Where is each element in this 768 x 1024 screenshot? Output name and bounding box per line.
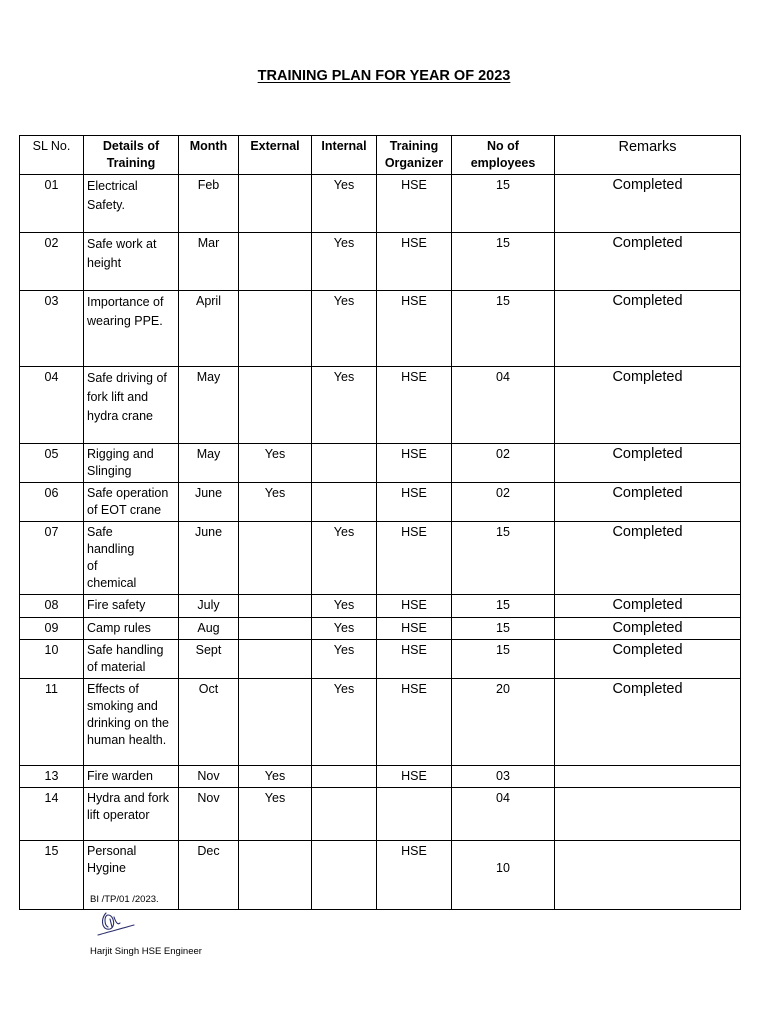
table-row [20, 788, 741, 841]
cell-sl: 13 [20, 766, 84, 788]
cell-details: Safe operation of EOT crane [84, 483, 179, 522]
cell-remarks: Completed [555, 595, 741, 618]
cell-employees: 15 [452, 233, 555, 291]
table-row [20, 640, 741, 679]
cell-external [239, 367, 312, 444]
cell-remarks: Completed [555, 233, 741, 291]
cell-remarks: Completed [555, 483, 741, 522]
cell-details: Fire safety [84, 595, 179, 618]
document-reference: BI /TP/01 /2023. [90, 894, 159, 905]
cell-external [239, 679, 312, 766]
cell-remarks [555, 841, 741, 910]
cell-organizer: HSE [377, 291, 452, 367]
cell-internal: Yes [312, 233, 377, 291]
header-organizer: Training Organizer [377, 136, 452, 175]
header-row [20, 136, 741, 175]
cell-remarks [555, 788, 741, 841]
cell-organizer [377, 788, 452, 841]
cell-employees: 15 [452, 640, 555, 679]
cell-organizer: HSE [377, 679, 452, 766]
cell-month: July [179, 595, 239, 618]
cell-employees: 04 [452, 367, 555, 444]
cell-details: Hydra and fork lift operator [84, 788, 179, 841]
cell-sl: 04 [20, 367, 84, 444]
cell-sl: 05 [20, 444, 84, 483]
cell-internal: Yes [312, 618, 377, 640]
cell-remarks: Completed [555, 444, 741, 483]
cell-remarks [555, 766, 741, 788]
cell-details: Safe driving of fork lift and hydra crane [84, 367, 179, 444]
cell-internal [312, 483, 377, 522]
cell-internal: Yes [312, 175, 377, 233]
cell-month: April [179, 291, 239, 367]
cell-organizer: HSE [377, 483, 452, 522]
cell-employees: 15 [452, 291, 555, 367]
cell-sl: 08 [20, 595, 84, 618]
cell-sl: 01 [20, 175, 84, 233]
cell-sl: 10 [20, 640, 84, 679]
table-row [20, 175, 741, 233]
cell-employees: 15 [452, 618, 555, 640]
cell-month: June [179, 522, 239, 595]
cell-remarks: Completed [555, 367, 741, 444]
cell-month: Mar [179, 233, 239, 291]
cell-sl: 09 [20, 618, 84, 640]
cell-sl: 14 [20, 788, 84, 841]
cell-details: Importance of wearing PPE. [84, 291, 179, 367]
cell-month: Sept [179, 640, 239, 679]
cell-details: Safe handling of material [84, 640, 179, 679]
cell-details: Safe work at height [84, 233, 179, 291]
cell-organizer: HSE [377, 595, 452, 618]
cell-details: Effects of smoking and drinking on the human health. [84, 679, 179, 766]
cell-external: Yes [239, 483, 312, 522]
cell-internal [312, 788, 377, 841]
cell-external [239, 175, 312, 233]
cell-external [239, 233, 312, 291]
cell-organizer: HSE [377, 618, 452, 640]
table-row [20, 522, 741, 595]
table-row [20, 367, 741, 444]
cell-external [239, 841, 312, 910]
table-row [20, 291, 741, 367]
cell-internal [312, 444, 377, 483]
cell-employees: 02 [452, 483, 555, 522]
cell-sl: 15 [20, 841, 84, 910]
cell-month: Dec [179, 841, 239, 910]
cell-employees: 02 [452, 444, 555, 483]
cell-organizer: HSE [377, 766, 452, 788]
cell-remarks: Completed [555, 679, 741, 766]
cell-details: Electrical Safety. [84, 175, 179, 233]
cell-sl: 02 [20, 233, 84, 291]
cell-remarks: Completed [555, 175, 741, 233]
cell-external [239, 618, 312, 640]
cell-details: Fire warden [84, 766, 179, 788]
cell-external: Yes [239, 766, 312, 788]
signer-name: Harjit Singh HSE Engineer [90, 946, 202, 957]
cell-organizer: HSE [377, 367, 452, 444]
cell-employees: 15 [452, 522, 555, 595]
table-row [20, 483, 741, 522]
header-sl-no: SL No. [20, 136, 84, 175]
cell-external: Yes [239, 788, 312, 841]
cell-sl: 03 [20, 291, 84, 367]
cell-remarks: Completed [555, 291, 741, 367]
cell-organizer: HSE [377, 522, 452, 595]
title-text: TRAINING PLAN FOR YEAR OF 2023 [257, 68, 511, 84]
cell-sl: 07 [20, 522, 84, 595]
cell-details: Rigging and Slinging [84, 444, 179, 483]
cell-internal: Yes [312, 522, 377, 595]
cell-employees: 15 [452, 595, 555, 618]
cell-sl: 11 [20, 679, 84, 766]
cell-internal [312, 841, 377, 910]
header-month: Month [179, 136, 239, 175]
cell-organizer: HSE [377, 233, 452, 291]
cell-employees: 15 [452, 175, 555, 233]
table-row [20, 766, 741, 788]
cell-internal: Yes [312, 640, 377, 679]
signature-icon [92, 905, 138, 941]
cell-internal: Yes [312, 291, 377, 367]
cell-organizer: HSE [377, 640, 452, 679]
header-internal: Internal [312, 136, 377, 175]
cell-month: Feb [179, 175, 239, 233]
cell-employees: 20 [452, 679, 555, 766]
cell-employees: 03 [452, 766, 555, 788]
cell-internal: Yes [312, 679, 377, 766]
cell-month: May [179, 367, 239, 444]
cell-month: Nov [179, 788, 239, 841]
table-row [20, 618, 741, 640]
header-employees: No of employees [452, 136, 555, 175]
table-row [20, 679, 741, 766]
cell-month: Oct [179, 679, 239, 766]
cell-details: Safe handling of chemical [84, 522, 179, 595]
cell-sl: 06 [20, 483, 84, 522]
header-remarks: Remarks [555, 136, 741, 175]
cell-organizer: HSE [377, 444, 452, 483]
cell-remarks: Completed [555, 640, 741, 679]
cell-remarks: Completed [555, 522, 741, 595]
cell-external [239, 522, 312, 595]
cell-internal: Yes [312, 595, 377, 618]
table-row [20, 444, 741, 483]
cell-month: May [179, 444, 239, 483]
cell-details: Personal Hygine [84, 841, 179, 910]
table-row [20, 595, 741, 618]
cell-remarks: Completed [555, 618, 741, 640]
cell-employees: 04 [452, 788, 555, 841]
cell-external [239, 291, 312, 367]
training-plan-table [19, 135, 741, 910]
cell-month: Aug [179, 618, 239, 640]
cell-external: Yes [239, 444, 312, 483]
header-details: Details of Training [84, 136, 179, 175]
cell-details: Camp rules [84, 618, 179, 640]
cell-month: June [179, 483, 239, 522]
cell-internal: Yes [312, 367, 377, 444]
cell-employees: 10 [452, 841, 555, 910]
cell-external [239, 595, 312, 618]
page-title [0, 68, 768, 84]
table-row [20, 233, 741, 291]
cell-organizer: HSE [377, 841, 452, 910]
header-external: External [239, 136, 312, 175]
cell-organizer: HSE [377, 175, 452, 233]
cell-external [239, 640, 312, 679]
cell-internal [312, 766, 377, 788]
cell-month: Nov [179, 766, 239, 788]
